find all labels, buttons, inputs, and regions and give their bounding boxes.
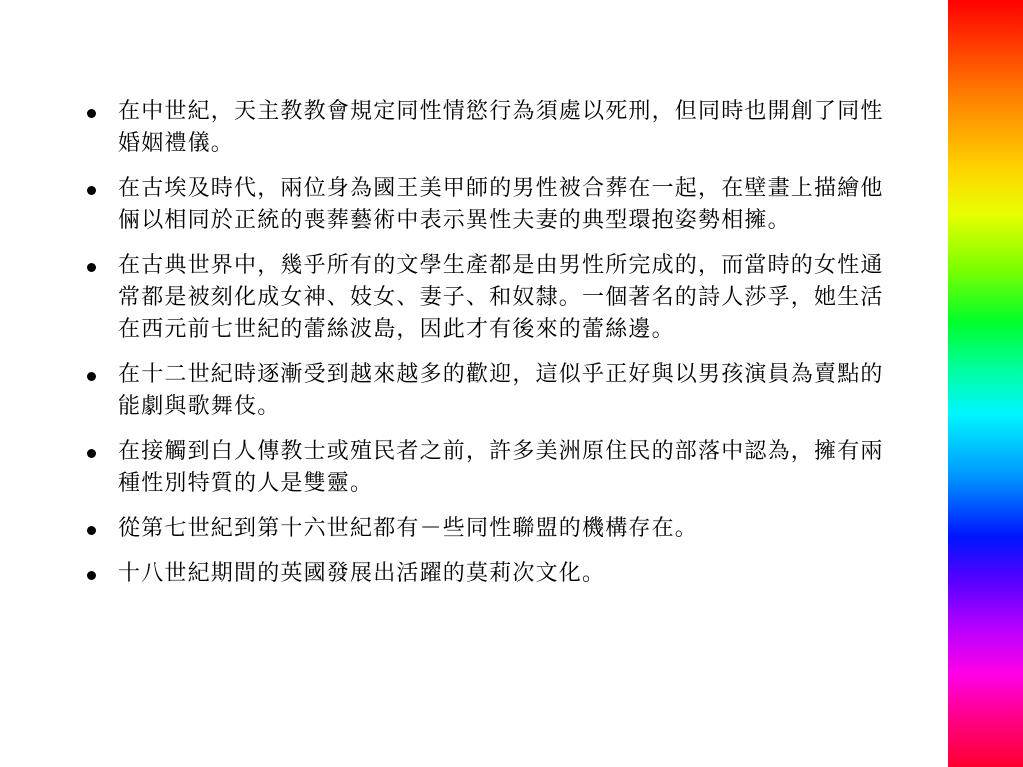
rainbow-spectrum-bar: [948, 0, 1023, 767]
bullet-text: 在古典世界中，幾乎所有的文學生產都是由男性所完成的，而當時的女性通常都是被刻化成女神、妓女、妻子、和奴隸。一個著名的詩人莎孚，她生活在西元前七世紀的蕾絲波島，因此才有後來的蕾絲邊。: [118, 253, 884, 342]
bullet-text: 在古埃及時代，兩位身為國王美甲師的男性被合葬在一起，在壁畫上描繪他倆以相同於正統的喪葬藝術中表示異性夫妻的典型環抱姿勢相擁。: [118, 176, 884, 233]
bullet-item: [84, 173, 896, 237]
bullet-text: 十八世紀期間的英國發展出活躍的莫莉次文化。: [118, 561, 606, 586]
bullet-text: 在十二世紀時逐漸受到越來越多的歡迎，這似乎正好與以男孩演員為賣點的能劇與歌舞伎。: [118, 362, 884, 419]
bullet-item: [84, 513, 896, 545]
bullet-dot-icon: [87, 186, 96, 195]
bullet-item: [84, 558, 896, 590]
bullet-dot-icon: [87, 526, 96, 535]
slide-content: [84, 96, 896, 603]
bullet-item: [84, 96, 896, 160]
bullet-dot-icon: [87, 263, 96, 272]
bullet-text: 在接觸到白人傳教士或殖民者之前，許多美洲原住民的部落中認為，擁有兩種性別特質的人是雙靈。: [118, 439, 884, 496]
bullet-dot-icon: [87, 109, 96, 118]
bullet-text: 從第七世紀到第十六世紀都有－些同性聯盟的機構存在。: [118, 516, 699, 541]
bullet-text: 在中世紀，天主教教會規定同性情慾行為須處以死刑，但同時也開創了同性婚姻禮儀。: [118, 99, 884, 156]
bullet-list: [84, 96, 896, 590]
bullet-item: [84, 436, 896, 500]
bullet-dot-icon: [87, 372, 96, 381]
bullet-item: [84, 250, 896, 346]
bullet-dot-icon: [87, 449, 96, 458]
bullet-item: [84, 359, 896, 423]
bullet-dot-icon: [87, 571, 96, 580]
